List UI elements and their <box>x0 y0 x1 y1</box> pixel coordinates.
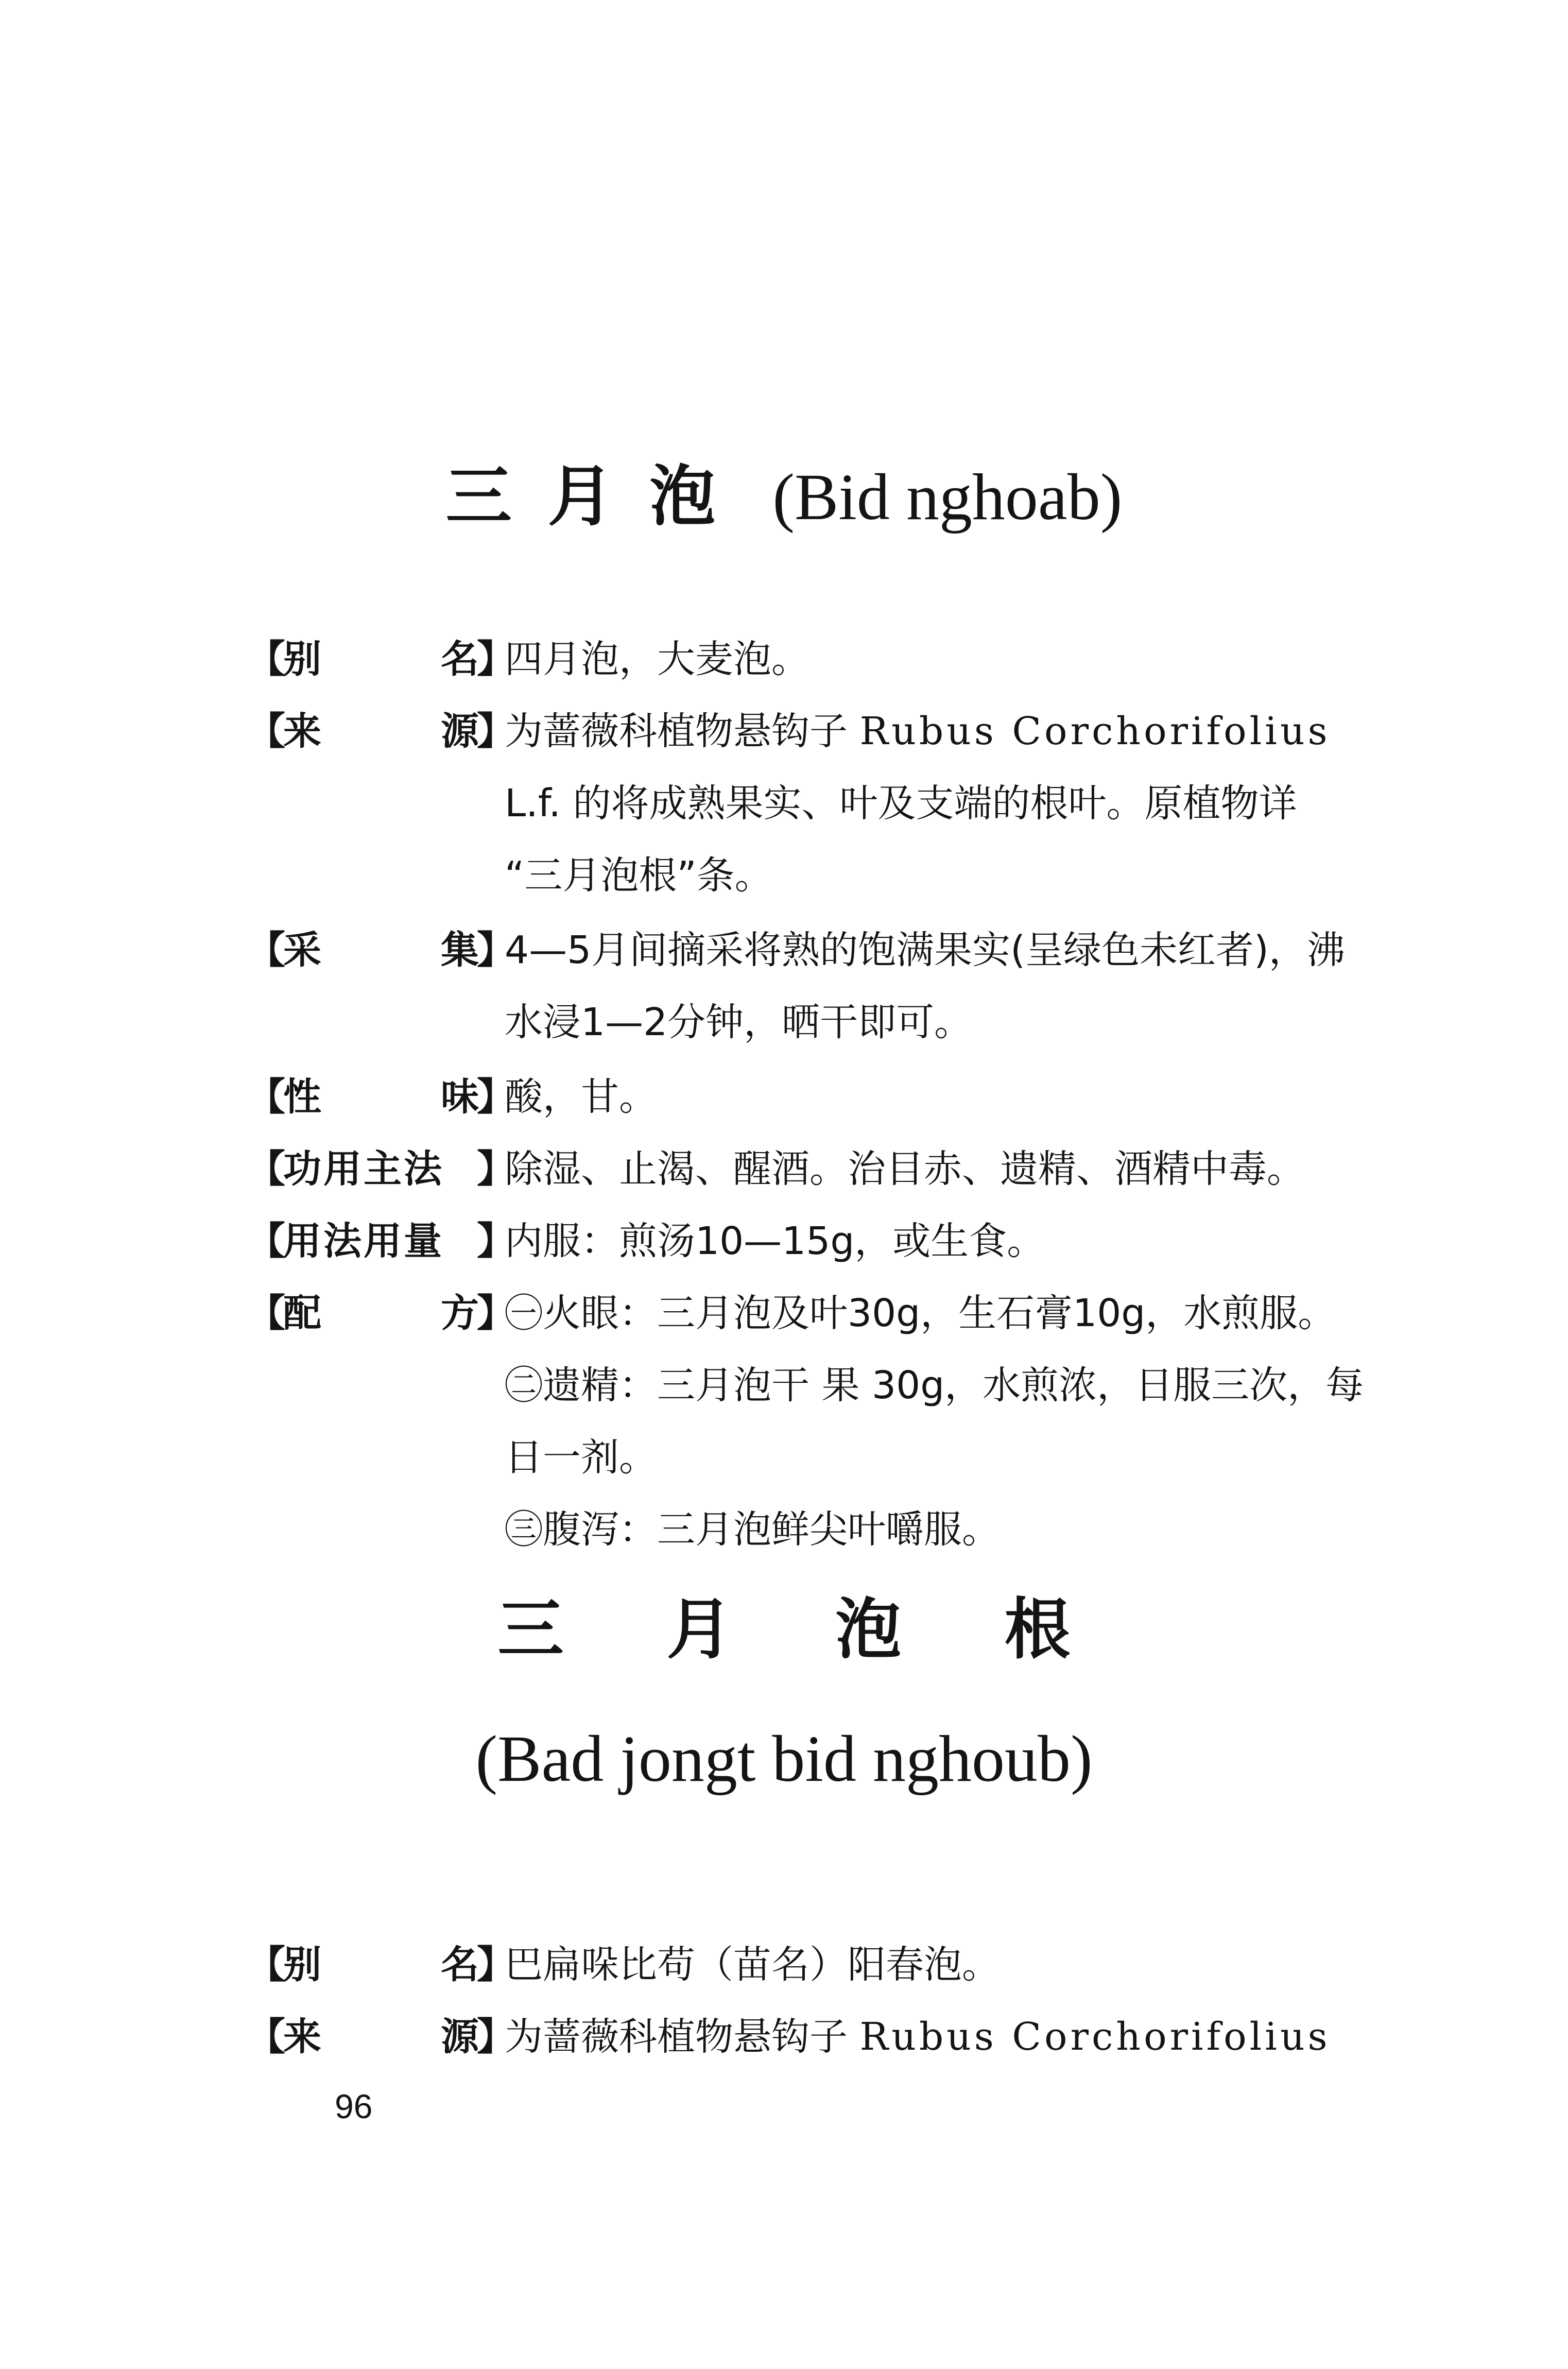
prescription-line-4: ㊂腹泻：三月泡鲜尖叶嚼服。 <box>505 1507 1000 1552</box>
entry1-title-en: (Bid nghoab) <box>772 460 1123 534</box>
source-line-2: L.f. 的将成熟果实、叶及支端的根叶。原植物详 <box>505 781 1297 826</box>
source-label: 【 来 源 】 <box>247 2015 515 2059</box>
collection-line-2: 水浸1—2分钟，晒干即可。 <box>505 1000 973 1044</box>
collection-line-1: 4—5月间摘采将熟的饱满果实(呈绿色未红者)，沸 <box>505 928 1345 972</box>
alias-label: 【 别 名 】 <box>247 637 515 681</box>
source-line-1: 为蔷薇科植物悬钩子 Rubus Corchorifolius <box>505 2015 1331 2059</box>
source-label: 【 来 源 】 <box>247 709 515 753</box>
entry1-title-cn: 三月泡 <box>445 458 752 535</box>
collection-label: 【 采 集 】 <box>247 928 515 972</box>
page-number: 96 <box>335 2087 373 2125</box>
function-label: 【 功用主法 】 <box>247 1147 515 1191</box>
taste-value: 酸，甘。 <box>505 1075 657 1119</box>
alias-label: 【 别 名 】 <box>247 1943 515 1987</box>
alias-value: 巴扁哚比苟（苗名）阳春泡。 <box>505 1943 1000 1987</box>
entry1-title <box>0 453 1568 541</box>
entry2-title-en: (Bad jongt bid nghoub) <box>475 1722 1093 1795</box>
usage-label: 【 用法用量 】 <box>247 1219 515 1263</box>
entry2-title-cn: 三月泡根 <box>497 1591 1174 1668</box>
prescription-line-3: 日一剂。 <box>505 1435 657 1480</box>
prescription-line-1: ㊀火眼：三月泡及叶30g，生石膏10g，水煎服。 <box>505 1291 1336 1335</box>
latin-name: Rubus Corchorifolius <box>859 709 1331 753</box>
source-line-3: “三月泡根”条。 <box>505 853 773 898</box>
function-value: 除湿、止渴、醒酒。治目赤、遗精、酒精中毒。 <box>505 1147 1305 1191</box>
alias-value: 四月泡，大麦泡。 <box>505 637 809 681</box>
prescription-label: 【 配 方 】 <box>247 1291 515 1335</box>
taste-label: 【 性 味 】 <box>247 1075 515 1119</box>
prescription-line-2: ㊁遗精：三月泡干 果 30g，水煎浓，日服三次，每 <box>505 1363 1364 1407</box>
latin-name: Rubus Corchorifolius <box>859 2015 1331 2059</box>
usage-value: 内服：煎汤10—15g，或生食。 <box>505 1219 1045 1263</box>
source-line-1: 为蔷薇科植物悬钩子 Rubus Corchorifolius <box>505 709 1331 753</box>
